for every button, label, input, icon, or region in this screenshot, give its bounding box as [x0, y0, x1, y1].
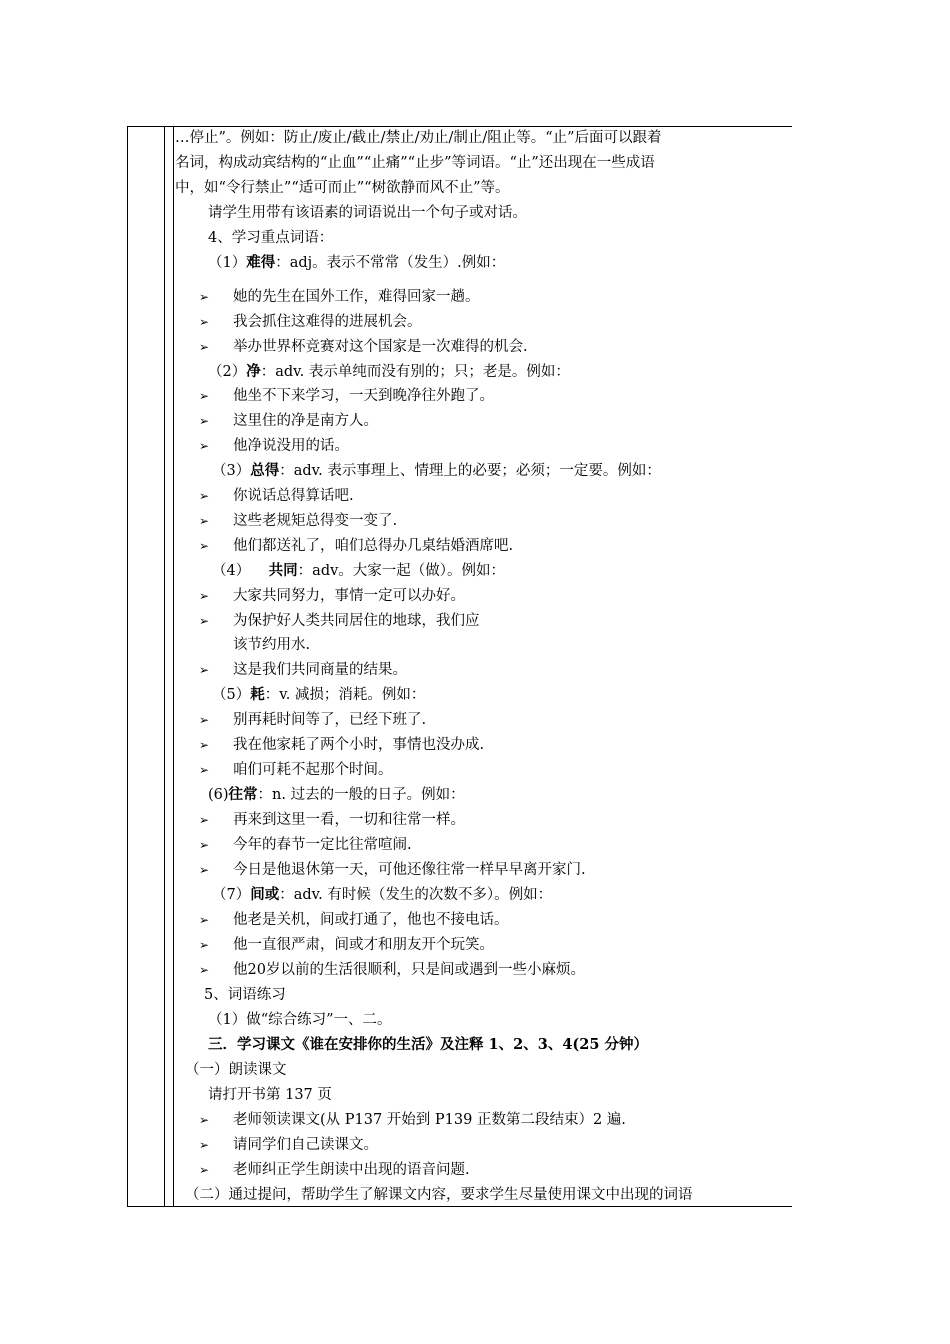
table-content-cell — [175, 127, 793, 1206]
example-2-3: 他净说没用的话。 — [233, 438, 349, 454]
example-3-1: 你说话总得算话吧. — [233, 488, 354, 504]
reading-step-1: 老师领读课文(从 P137 开始到 P139 正数第二段结束）2 遍. — [233, 1112, 626, 1128]
table-column-left — [128, 127, 165, 1206]
bullet-icon: ➢ — [199, 614, 210, 628]
bullet-icon: ➢ — [199, 290, 210, 304]
example-5-2: 我在他家耗了两个小时，事情也没办成. — [233, 737, 485, 753]
bullet-icon: ➢ — [199, 838, 210, 852]
word-entry-2: （2）净：adv. 表示单纯而没有别的；只；老是。例如： — [208, 363, 570, 380]
bullet-icon: ➢ — [199, 813, 210, 827]
reading-step-2: 请同学们自己读课文。 — [233, 1137, 378, 1153]
bullet-icon: ➢ — [199, 539, 210, 553]
bullet-icon: ➢ — [199, 963, 210, 977]
intro-line-1: …停止”。例如：防止/废止/截止/禁止/劝止/制止/阻止等。“止”后面可以跟着 — [175, 130, 662, 146]
bullet-icon: ➢ — [199, 340, 210, 354]
word-entry-7: （7）间或：adv. 有时候（发生的次数不多）。例如： — [212, 886, 553, 903]
word-entry-5: （5）耗：v. 减损；消耗。例如： — [212, 686, 426, 703]
reading-step-3: 老师纠正学生朗读中出现的语音问题. — [233, 1162, 470, 1178]
example-6-2: 今年的春节一定比往常喧闹. — [233, 837, 412, 853]
bullet-icon: ➢ — [199, 738, 210, 752]
bullet-icon: ➢ — [199, 489, 210, 503]
example-6-1: 再来到这里一看，一切和往常一样。 — [233, 812, 465, 828]
word-entry-6: (6)往常：n. 过去的一般的日子。例如： — [208, 786, 465, 803]
bullet-icon: ➢ — [199, 439, 210, 453]
example-4-2: 为保护好人类共同居住的地球，我们应 — [233, 613, 480, 629]
section5-item-1: （1）做“综合练习”一、二。 — [208, 1012, 392, 1028]
bullet-icon: ➢ — [199, 315, 210, 329]
example-7-1: 他老是关机，间或打通了，他也不接电话。 — [233, 912, 509, 928]
bullet-icon: ➢ — [199, 589, 210, 603]
example-2-2: 这里住的净是南方人。 — [233, 413, 378, 429]
example-2-1: 他坐不下来学习，一天到晚净往外跑了。 — [233, 388, 494, 404]
bullet-icon: ➢ — [199, 1138, 210, 1152]
bullet-icon: ➢ — [199, 913, 210, 927]
example-7-2: 他一直很严肃，间或才和朋友开个玩笑。 — [233, 937, 494, 953]
bullet-icon: ➢ — [199, 663, 210, 677]
example-6-3: 今日是他退休第一天，可他还像往常一样早早离开家门. — [233, 862, 586, 878]
bullet-icon: ➢ — [199, 763, 210, 777]
table-column-middle — [165, 127, 174, 1206]
example-4-2-cont: 该节约用水. — [233, 637, 311, 653]
bullet-icon: ➢ — [199, 938, 210, 952]
bullet-icon: ➢ — [199, 1113, 210, 1127]
word-entry-3: （3）总得：adv. 表示事理上、情理上的必要；必须；一定要。例如： — [212, 462, 661, 479]
example-5-1: 别再耗时间等了，已经下班了. — [233, 712, 427, 728]
bullet-icon: ➢ — [199, 414, 210, 428]
bullet-icon: ➢ — [199, 1163, 210, 1177]
intro-line-3: 中，如“令行禁止”“适可而止”“树欲静而风不止”等。 — [175, 180, 510, 196]
example-3-2: 这些老规矩总得变一变了. — [233, 513, 398, 529]
example-3-3: 他们都送礼了，咱们总得办几桌结婚酒席吧. — [233, 538, 514, 554]
example-1-2: 我会抓住这难得的进展机会。 — [233, 314, 422, 330]
intro-line-2: 名词，构成动宾结构的“止血”“止痛”“止步”等词语。“止”还出现在一些成语 — [175, 155, 655, 171]
bullet-icon: ➢ — [199, 389, 210, 403]
intro-line-4: 请学生用带有该语素的词语说出一个句子或对话。 — [208, 205, 527, 221]
example-4-1: 大家共同努力，事情一定可以办好。 — [233, 588, 465, 604]
section5-heading: 5、词语练习 — [204, 987, 286, 1003]
example-5-3: 咱们可耗不起那个时间。 — [233, 762, 393, 778]
word-entry-4: （4） 共同：adv。大家一起（做）。例如： — [212, 562, 506, 579]
example-7-3: 他20岁以前的生活很顺利，只是间或遇到一些小麻烦。 — [233, 962, 585, 978]
example-1-3: 举办世界杯竞赛对这个国家是一次难得的机会. — [233, 339, 528, 355]
bullet-icon: ➢ — [199, 514, 210, 528]
section3-sub2: （二）通过提问，帮助学生了解课文内容，要求学生尽量使用课文中出现的词语 — [185, 1187, 693, 1203]
example-1-1: 她的先生在国外工作，难得回家一趟。 — [233, 289, 480, 305]
word-entry-1: （1）难得：adj。表示不常常（发生）.例如： — [208, 254, 506, 271]
bullet-icon: ➢ — [199, 863, 210, 877]
section3-heading: 三．学习课文《谁在安排你的生活》及注释 1、2、3、4(25 分钟） — [208, 1036, 648, 1053]
section3-sub1: （一）朗读课文 — [185, 1062, 287, 1078]
example-4-3: 这是我们共同商量的结果。 — [233, 662, 407, 678]
lesson-table — [127, 126, 792, 1207]
bullet-icon: ➢ — [199, 713, 210, 727]
open-book-instruction: 请打开书第 137 页 — [208, 1087, 332, 1103]
section4-heading: 4、学习重点词语： — [208, 230, 334, 246]
